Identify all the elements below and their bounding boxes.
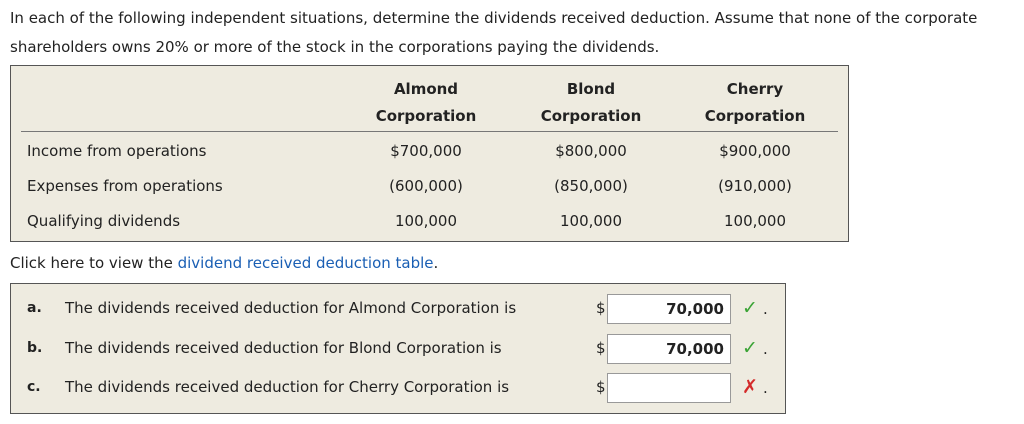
deduction-table-link[interactable]: dividend received deduction table — [177, 254, 434, 272]
header-divider — [21, 131, 838, 132]
answer-letter: c. — [27, 379, 41, 395]
reference-link-line — [10, 254, 438, 272]
cross-icon: ✗ — [742, 376, 758, 398]
row-label: Expenses from operations — [27, 177, 223, 195]
period: . — [763, 300, 768, 318]
answer-letter: b. — [27, 340, 43, 356]
table-cell: 100,000 — [394, 212, 458, 230]
table-cell: (600,000) — [389, 177, 463, 195]
column-header-blond: Blond Corporation — [540, 80, 642, 125]
row-label: Qualifying dividends — [27, 212, 181, 230]
problem-statement — [10, 4, 1020, 62]
table-cell: (850,000) — [554, 177, 628, 195]
answer-prompt: The dividends received deduction for Blond Corporation is — [65, 339, 502, 357]
answer-prompt: The dividends received deduction for Almond Corporation is — [65, 299, 517, 317]
answer-input-almond[interactable] — [607, 294, 731, 324]
period: . — [763, 379, 768, 397]
column-header-cherry: Cherry Corporation — [704, 80, 806, 125]
answer-panel — [10, 283, 786, 414]
answer-row-c — [11, 373, 787, 403]
answer-row-b — [11, 334, 787, 364]
table-cell: $700,000 — [390, 142, 462, 160]
period: . — [763, 340, 768, 358]
link-prefix: Click here to view the — [10, 254, 178, 272]
currency-symbol: $ — [596, 378, 606, 396]
table-cell: $900,000 — [719, 142, 791, 160]
answer-prompt: The dividends received deduction for Cherry Corporation is — [65, 378, 510, 396]
column-header-almond: Almond Corporation — [375, 80, 477, 125]
table-cell: $800,000 — [555, 142, 627, 160]
problem-line-1: In each of the following independent situations, determine the dividends received deduction. Assume that none of the corporate — [10, 9, 978, 27]
answer-letter: a. — [27, 300, 42, 316]
answer-row-a — [11, 294, 787, 324]
table-cell: 100,000 — [723, 212, 787, 230]
currency-symbol: $ — [596, 299, 606, 317]
row-label: Income from operations — [27, 142, 207, 160]
table-cell: 100,000 — [559, 212, 623, 230]
link-suffix: . — [433, 254, 439, 272]
facts-table — [10, 65, 849, 242]
check-icon: ✓ — [742, 337, 758, 359]
answer-input-blond[interactable] — [607, 334, 731, 364]
problem-line-2: shareholders owns 20% or more of the stock in the corporations paying the dividends. — [10, 38, 660, 56]
answer-input-cherry[interactable] — [607, 373, 731, 403]
check-icon: ✓ — [742, 297, 758, 319]
table-cell: (910,000) — [718, 177, 792, 195]
currency-symbol: $ — [596, 339, 606, 357]
